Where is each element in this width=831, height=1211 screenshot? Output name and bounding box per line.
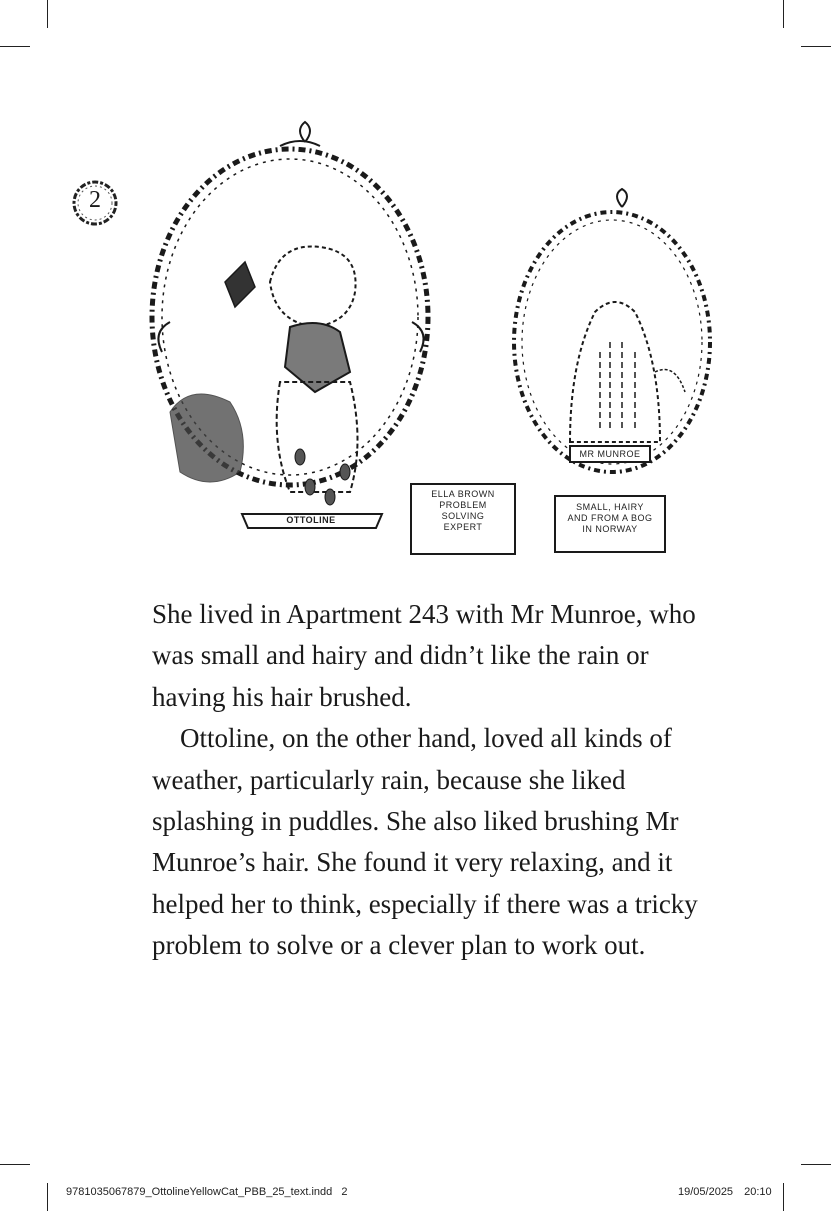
body-text <box>152 594 712 967</box>
right-ornate-frame <box>514 189 710 472</box>
right-placard-text: SMALL, HAIRY AND FROM A BOG IN NORWAY <box>567 502 653 534</box>
left-portrait-label: OTTOLINE <box>286 515 336 525</box>
crop-mark <box>801 46 831 47</box>
slug-filename <box>66 1186 347 1198</box>
paragraph-1: She lived in Apartment 243 with Mr Munroe, who was small and hairy and didn’t like the rain or having his hair brushed. <box>152 599 696 712</box>
crop-mark <box>783 0 784 28</box>
right-portrait-label: MR MUNROE <box>579 449 641 459</box>
crop-mark <box>783 1183 784 1211</box>
portraits-illustration <box>130 112 730 562</box>
slug-file: 9781035067879_OttolineYellowCat_PBB_25_text.indd <box>66 1186 333 1198</box>
girl-figure <box>170 246 358 505</box>
slug-datetime <box>678 1186 772 1198</box>
crop-mark <box>47 0 48 28</box>
slug-date: 19/05/2025 <box>678 1186 734 1198</box>
crop-mark <box>0 1164 30 1165</box>
crop-mark <box>801 1164 831 1165</box>
crop-mark <box>0 46 30 47</box>
page-number-ornament <box>68 178 122 228</box>
paragraph-2: Ottoline, on the other hand, loved all kinds of weather, particularly rain, because she liked splashing in puddles. She also liked brushing Mr Munroe’s hair. She found it very relaxing, and it helped her to think, especially if there was a tricky problem to solve or a clever plan to work out. <box>152 723 698 961</box>
page-number: 2 <box>89 187 101 213</box>
left-placard-text: ELLA BROWN PROBLEM SOLVING EXPERT <box>431 489 495 532</box>
slug-page: 2 <box>341 1186 348 1198</box>
mr-munroe-figure <box>570 302 685 442</box>
slug-time: 20:10 <box>744 1186 772 1198</box>
crop-mark <box>47 1183 48 1211</box>
